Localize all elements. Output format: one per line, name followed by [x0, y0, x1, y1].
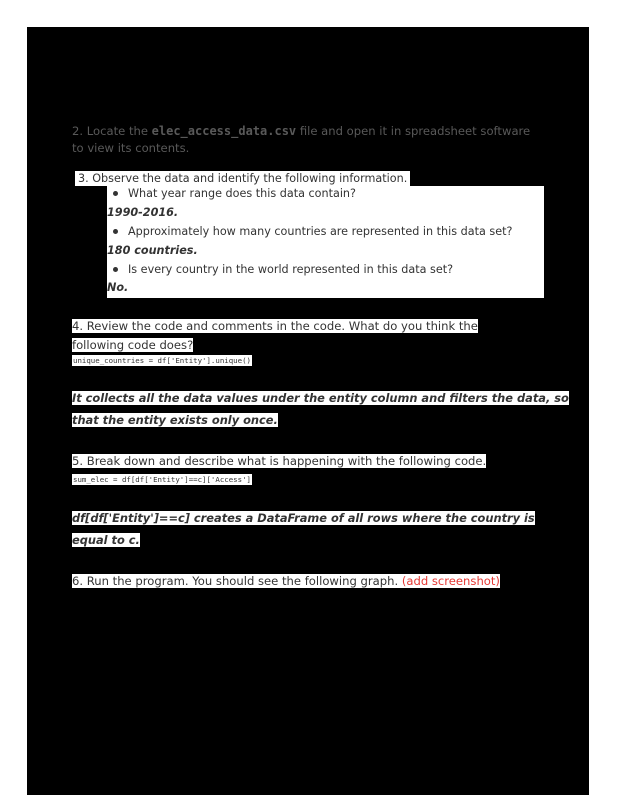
q4-answer-line-2: that the entity exists only once.: [72, 413, 278, 427]
bullet-icon: [113, 267, 118, 272]
q4-line-2: following code does?: [72, 338, 194, 352]
q5-answer: [72, 507, 592, 551]
q3-answer-2: 180 countries.: [107, 244, 198, 257]
q5-answer-line-2: equal to c.: [72, 533, 140, 547]
q3-question-3: Is every country in the world represented in this data set?: [128, 263, 454, 276]
q5-text: 5. Break down and describe what is happening with the following code.: [72, 454, 487, 468]
question-3-answers: [107, 186, 544, 298]
q3-answer-3: No.: [107, 281, 129, 294]
q5-answer-line-1: df[df['Entity']==c] creates a DataFrame of all rows where the country is: [72, 511, 535, 525]
question-4: [72, 317, 492, 355]
question-6: [72, 574, 500, 588]
q4-code: unique_countries = df['Entity'].unique(): [73, 356, 251, 365]
document-page: [27, 27, 589, 795]
q3-question-2: Approximately how many countries are represented in this data set?: [128, 225, 513, 238]
question-2: [72, 123, 542, 157]
q2-filename: elec_access_data.csv: [151, 124, 297, 138]
bullet-icon: [113, 191, 118, 196]
q4-answer-line-1: It collects all the data values under the entity column and filters the data, so: [72, 391, 569, 405]
list-item: [107, 225, 512, 238]
list-item: [107, 263, 453, 276]
q2-suffix: file and open it in spreadsheet software to view its contents.: [72, 124, 531, 155]
q3-answer-1: 1990-2016.: [107, 206, 179, 219]
question-3-heading: 3. Observe the data and identify the following information.: [75, 171, 410, 186]
question-5: [72, 454, 486, 468]
list-item: [107, 187, 356, 200]
q6-text: 6. Run the program. You should see the following graph.: [72, 574, 402, 588]
q5-code: sum_elec = df[df['Entity']==c]['Access']: [73, 475, 251, 484]
q6-note: (add screenshot): [401, 574, 500, 588]
q3-question-1: What year range does this data contain?: [128, 187, 356, 200]
q4-line-1: 4. Review the code and comments in the code. What do you think the: [72, 319, 478, 333]
q4-answer: [72, 387, 592, 431]
q2-prefix: 2. Locate the: [72, 124, 152, 138]
bullet-icon: [113, 229, 118, 234]
